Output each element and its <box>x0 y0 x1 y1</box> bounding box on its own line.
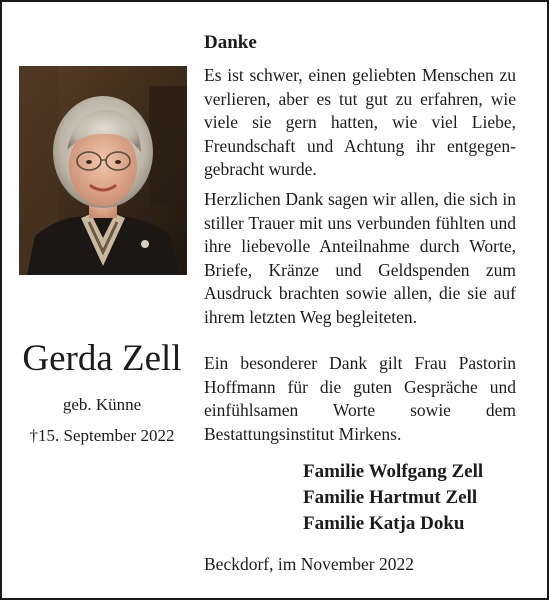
family-signature: Familie Katja Doku <box>303 513 465 534</box>
thanks-paragraph: Herzlichen Dank sagen wir allen, die sich in stiller Trauer mit uns verbunden fühlten und ihre liebevolle Anteilnahme durch Worte, Briefe, Kränze und Geldspenden zum Ausdruck brachten sowie allen, die sie auf ihrem letzten Weg begleiteten. <box>204 189 516 327</box>
thanks-paragraph: Ein besonderer Dank gilt Frau Pastorin Hoffmann für die guten Gespräche und einfühlsamen Worte sowie dem Bestattungsinstitut Mirkens. <box>204 353 516 444</box>
thanks-heading: Danke <box>204 32 257 53</box>
death-date: †15. September 2022 <box>29 426 175 445</box>
portrait-photo <box>19 66 187 275</box>
place-and-date: Beckdorf, im November 2022 <box>204 554 414 574</box>
portrait-image <box>19 66 187 275</box>
birth-name: geb. Künne <box>62 395 142 414</box>
family-signature: Familie Wolfgang Zell <box>303 461 484 482</box>
family-signature: Familie Hartmut Zell <box>303 487 478 508</box>
thanks-paragraph: Es ist schwer, einen geliebten Menschen zu verlieren, aber es tut gut zu erfahren, wie viele sie gern hatten, wie viel Liebe, Freundschaft und Achtung ihr entgegengebracht wurde. <box>204 65 516 179</box>
deceased-name: Gerda Zell <box>22 338 182 379</box>
family-signatures <box>303 459 483 537</box>
